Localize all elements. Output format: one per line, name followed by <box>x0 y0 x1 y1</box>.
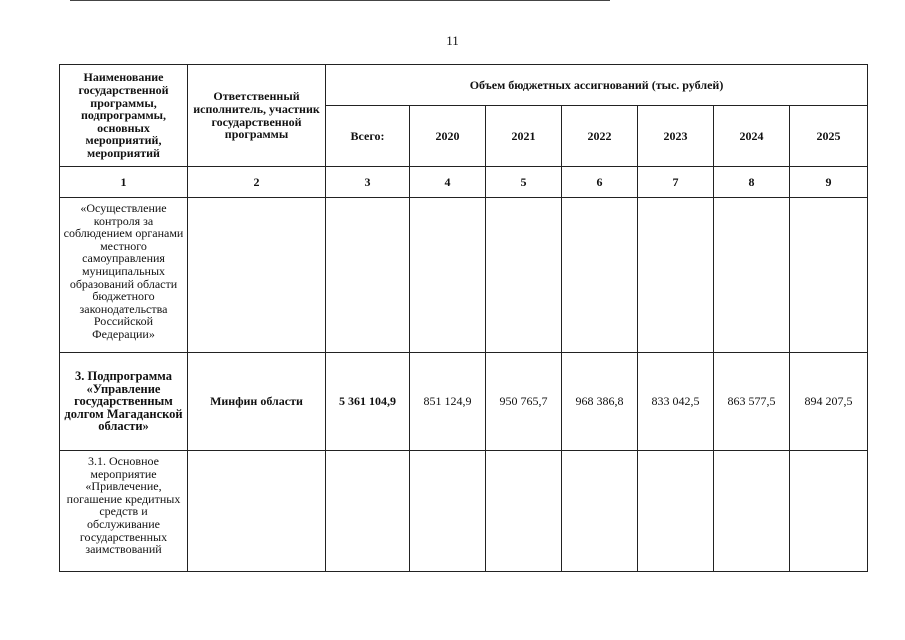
row-name: 3.1. Основное мероприятие «Привлечение, погашение кредитных средств и обслуживание государственных заимствований <box>60 451 188 572</box>
table-row <box>60 353 868 451</box>
column-number: 2 <box>188 167 326 198</box>
row-executor <box>188 198 326 353</box>
header-total: Всего: <box>326 106 410 167</box>
row-value: 894 207,5 <box>790 353 868 451</box>
header-budget-group: Объем бюджетных ассигнований (тыс. рублей) <box>326 65 868 106</box>
header-row-1 <box>60 65 868 106</box>
row-total <box>326 451 410 572</box>
row-value <box>410 198 486 353</box>
row-total: 5 361 104,9 <box>326 353 410 451</box>
row-value <box>714 198 790 353</box>
top-border-line <box>70 0 610 1</box>
row-executor: Минфин области <box>188 353 326 451</box>
row-value <box>638 198 714 353</box>
row-name: 3. Подпрограмма «Управление государственным долгом Магаданской области» <box>60 353 188 451</box>
header-year: 2020 <box>410 106 486 167</box>
row-value: 851 124,9 <box>410 353 486 451</box>
column-number: 7 <box>638 167 714 198</box>
row-total <box>326 198 410 353</box>
table-row <box>60 198 868 353</box>
column-number: 9 <box>790 167 868 198</box>
header-year: 2022 <box>562 106 638 167</box>
header-year: 2024 <box>714 106 790 167</box>
row-executor <box>188 451 326 572</box>
column-number: 8 <box>714 167 790 198</box>
budget-table <box>59 64 868 572</box>
row-value: 863 577,5 <box>714 353 790 451</box>
row-value <box>410 451 486 572</box>
row-value: 950 765,7 <box>486 353 562 451</box>
row-value <box>790 198 868 353</box>
row-value <box>562 451 638 572</box>
row-value <box>486 198 562 353</box>
row-value <box>486 451 562 572</box>
row-value: 833 042,5 <box>638 353 714 451</box>
row-value: 968 386,8 <box>562 353 638 451</box>
page-number: 11 <box>446 33 459 48</box>
row-value <box>790 451 868 572</box>
column-number: 3 <box>326 167 410 198</box>
header-year: 2025 <box>790 106 868 167</box>
column-number: 5 <box>486 167 562 198</box>
table-row <box>60 451 868 572</box>
header-name: Наименование государственной программы, подпрограммы, основных мероприятий, мероприятий <box>60 65 188 167</box>
column-number: 6 <box>562 167 638 198</box>
column-number-row <box>60 167 868 198</box>
header-executor: Ответственный исполнитель, участник государственной программы <box>188 65 326 167</box>
row-name: «Осуществление контроля за соблюдением органами местного самоуправления муниципальных образований области бюджетного законодательства Российской Федерации» <box>60 198 188 353</box>
row-value <box>562 198 638 353</box>
header-year: 2021 <box>486 106 562 167</box>
column-number: 1 <box>60 167 188 198</box>
row-value <box>714 451 790 572</box>
row-value <box>638 451 714 572</box>
header-year: 2023 <box>638 106 714 167</box>
column-number: 4 <box>410 167 486 198</box>
